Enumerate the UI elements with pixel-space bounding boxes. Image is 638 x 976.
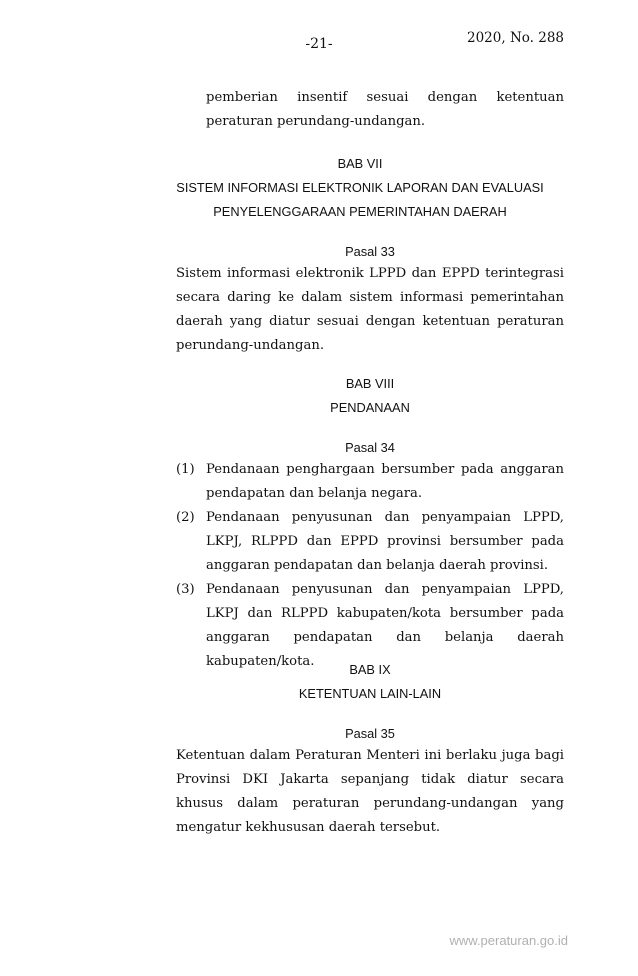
- bab-vii-title-line2: PENYELENGGARAAN PEMERINTAHAN DAERAH: [213, 204, 507, 219]
- watermark-url: www.peraturan.go.id: [449, 933, 568, 948]
- list-item-text: Pendanaan penyusunan dan penyampaian LPPD, LKPJ dan RLPPD kabupaten/kota bersumber pada anggaran pendapatan dan belanja daerah kabupaten/kota.: [206, 582, 564, 669]
- pasal-35-text: Ketentuan dalam Peraturan Menteri ini berlaku juga bagi Provinsi DKI Jakarta sepanjang tidak diatur secara khusus dalam peraturan perundang-undangan yang mengatur kekhususan daerah tersebut.: [176, 748, 564, 835]
- continuation-block: [176, 86, 564, 134]
- pasal-35-block: [176, 744, 564, 840]
- continuation-text: pemberian insentif sesuai dengan ketentuan peraturan perundang-undangan.: [206, 90, 564, 129]
- publication-number: 2020, No. 288: [467, 30, 564, 46]
- pasal-35-label: Pasal 35: [345, 726, 395, 741]
- page-number: -21-: [305, 36, 333, 52]
- bab-viii-label: BAB VIII: [345, 376, 395, 391]
- list-item-number: (3): [176, 582, 195, 597]
- bab-vii-title-line1: SISTEM INFORMASI ELEKTRONIK LAPORAN DAN EVALUASI: [176, 180, 544, 195]
- pasal-33-block: [176, 262, 564, 358]
- bab-vii-label: BAB VII: [337, 156, 383, 171]
- pasal-33-label: Pasal 33: [345, 244, 395, 259]
- bab-ix-title: KETENTUAN LAIN-LAIN: [298, 686, 442, 701]
- list-item-text: Pendanaan penyusunan dan penyampaian LPPD, LKPJ, RLPPD dan EPPD provinsi bersumber pada anggaran pendapatan dan belanja daerah provinsi.: [206, 510, 564, 573]
- bab-ix-label: BAB IX: [349, 662, 391, 677]
- bab-viii-heading: [176, 372, 564, 420]
- bab-viii-title: PENDANAAN: [330, 400, 410, 415]
- list-item: [176, 506, 564, 578]
- list-item: [176, 458, 564, 506]
- pasal-34-list: [176, 458, 564, 674]
- bab-vii-heading: [150, 152, 570, 224]
- pasal-33-text: Sistem informasi elektronik LPPD dan EPPD terintegrasi secara daring ke dalam sistem informasi pemerintahan daerah yang diatur sesuai dengan ketentuan peraturan perundang-undangan.: [176, 266, 564, 353]
- pasal-34-label: Pasal 34: [345, 440, 395, 455]
- bab-ix-heading: [176, 658, 564, 706]
- list-item-number: (2): [176, 510, 195, 525]
- list-item-number: (1): [176, 462, 195, 477]
- list-item-text: Pendanaan penghargaan bersumber pada anggaran pendapatan dan belanja negara.: [206, 462, 564, 501]
